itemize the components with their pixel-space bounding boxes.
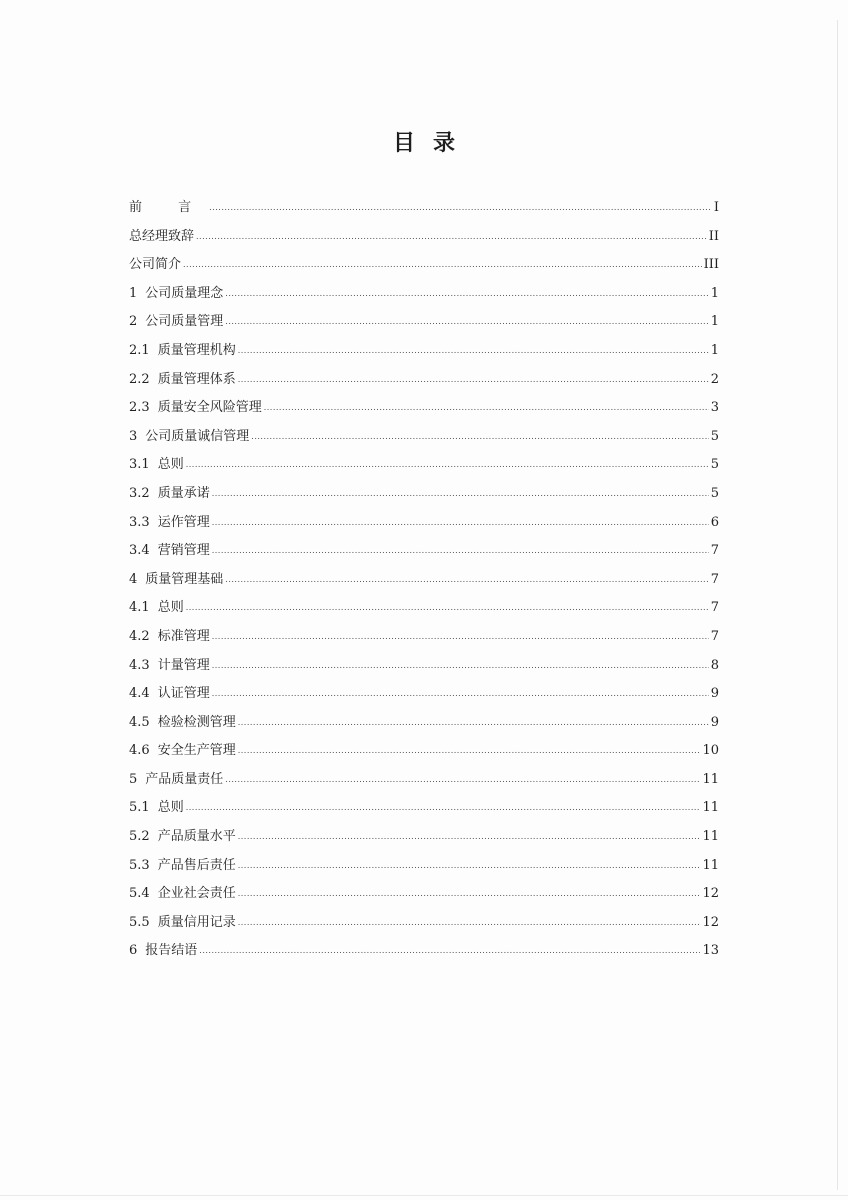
toc-entry[interactable]	[129, 423, 719, 452]
toc-entry-page-number: 8	[710, 657, 719, 673]
toc-entry[interactable]	[129, 566, 719, 595]
toc-entry[interactable]	[129, 537, 719, 566]
toc-dot-leader	[225, 308, 708, 337]
toc-entry-title	[129, 480, 210, 509]
toc-entry[interactable]	[129, 509, 719, 538]
toc-entry-label: 产品售后责任	[157, 857, 236, 873]
toc-entry[interactable]	[129, 394, 719, 423]
toc-entry-page-number: 5	[710, 485, 719, 501]
toc-dot-leader	[183, 251, 702, 280]
toc-entry[interactable]	[129, 623, 719, 652]
toc-entry-page-number: III	[703, 257, 719, 273]
toc-entry-label: 安全生产管理	[157, 743, 236, 759]
toc-entry[interactable]	[129, 737, 719, 766]
toc-entry[interactable]	[129, 280, 719, 309]
toc-dot-leader	[199, 937, 700, 966]
toc-entry-title	[129, 194, 207, 223]
toc-entry-page-number: 1	[710, 342, 719, 358]
toc-entry[interactable]	[129, 680, 719, 709]
toc-entry-label: 总经理致辞	[129, 228, 195, 244]
toc-entry-label: 计量管理	[157, 657, 210, 673]
toc-entry-number: 4.6	[129, 743, 150, 759]
toc-dot-leader	[186, 451, 709, 480]
toc-entry-number: 5.5	[129, 914, 150, 930]
toc-dot-leader	[238, 823, 701, 852]
page-edge-bottom	[0, 1195, 848, 1196]
toc-entry-number: 5.3	[129, 857, 150, 873]
toc-entry-label: 产品质量水平	[157, 829, 236, 845]
toc-dot-leader	[212, 652, 709, 681]
toc-dot-leader	[238, 909, 701, 938]
toc-entry-number: 5.4	[129, 886, 150, 902]
toc-entry[interactable]	[129, 909, 719, 938]
toc-entry-label: 质量安全风险管理	[157, 400, 262, 416]
toc-entry-page-number: 5	[710, 457, 719, 473]
toc-entry-number: 3.4	[129, 543, 150, 559]
toc-entry-page-number: I	[713, 200, 719, 215]
toc-entry-page-number: 7	[710, 543, 719, 559]
toc-entry-title	[129, 909, 236, 938]
toc-entry-page-number: 9	[710, 686, 719, 702]
toc-entry-label: 公司简介	[129, 257, 182, 273]
toc-entry-page-number: II	[708, 228, 719, 244]
toc-entry[interactable]	[129, 366, 719, 395]
toc-entry[interactable]	[129, 308, 719, 337]
toc-entry-number: 3.3	[129, 514, 150, 530]
toc-entry-title	[129, 652, 210, 681]
toc-entry-page-number: 13	[702, 943, 719, 959]
toc-entry-page-number: 2	[710, 371, 719, 387]
toc-entry-number: 3	[129, 428, 138, 444]
toc-entry-title	[129, 337, 236, 366]
toc-entry-page-number: 1	[710, 314, 719, 330]
toc-entry[interactable]	[129, 880, 719, 909]
toc-entry-number: 2.3	[129, 400, 150, 416]
toc-entry-label: 总则	[157, 457, 184, 473]
toc-entry-title	[129, 366, 236, 395]
toc-entry-title	[129, 280, 223, 309]
toc-dot-leader	[238, 852, 701, 881]
toc-entry-number: 4.2	[129, 628, 150, 644]
toc-entry[interactable]	[129, 223, 719, 252]
toc-dot-leader	[212, 623, 709, 652]
toc-dot-leader	[225, 280, 708, 309]
toc-entry-number: 3.1	[129, 457, 150, 473]
toc-entry-label: 报告结语	[145, 943, 198, 959]
toc-entry-number: 4.1	[129, 600, 150, 616]
toc-dot-leader	[238, 880, 701, 909]
toc-entry-number: 5.2	[129, 829, 150, 845]
toc-entry[interactable]	[129, 794, 719, 823]
toc-entry-page-number: 7	[710, 571, 719, 587]
page-edge-right	[837, 20, 838, 1190]
toc-dot-leader	[238, 366, 709, 395]
toc-entry-label: 总则	[157, 600, 184, 616]
page-title: 目录	[392, 131, 473, 156]
toc-entry-title	[129, 766, 223, 795]
toc-entry-label: 公司质量理念	[145, 285, 224, 301]
toc-entry-page-number: 7	[710, 600, 719, 616]
toc-entry-page-number: 9	[710, 714, 719, 730]
toc-entry-page-number: 5	[710, 428, 719, 444]
toc-entry-title	[129, 423, 249, 452]
toc-entry-title	[129, 537, 210, 566]
toc-entry-number: 3.2	[129, 485, 150, 501]
toc-entry-label: 标准管理	[157, 628, 210, 644]
toc-entry-number: 5.1	[129, 800, 150, 816]
toc-entry-title	[129, 880, 236, 909]
toc-entry-number: 4	[129, 571, 138, 587]
toc-entry-label: 公司质量诚信管理	[145, 428, 250, 444]
toc-entry-number: 4.3	[129, 657, 150, 673]
toc-entry-label: 运作管理	[157, 514, 210, 530]
toc-entry[interactable]	[129, 852, 719, 881]
toc-entry-label: 质量管理机构	[157, 342, 236, 358]
toc-entry[interactable]	[129, 652, 719, 681]
toc-entry-title	[129, 823, 236, 852]
toc-dot-leader	[212, 680, 709, 709]
toc-entry-label: 质量管理体系	[157, 371, 236, 387]
toc-entry-number: 2.2	[129, 371, 150, 387]
toc-entry-page-number: 11	[702, 800, 719, 816]
toc-entry-number: 2	[129, 314, 138, 330]
toc-dot-leader	[209, 194, 712, 223]
toc-dot-leader	[212, 480, 709, 509]
toc-dot-leader	[196, 223, 707, 252]
toc-entry-title	[129, 737, 236, 766]
toc-entry-label: 认证管理	[157, 686, 210, 702]
toc-dot-leader	[186, 594, 709, 623]
toc-entry-page-number: 7	[710, 628, 719, 644]
toc-entry-page-number: 10	[702, 743, 719, 759]
toc-entry-label: 企业社会责任	[157, 886, 236, 902]
toc-dot-leader	[264, 394, 709, 423]
toc-entry-number: 2.1	[129, 342, 150, 358]
toc-entry-page-number: 11	[702, 829, 719, 845]
toc-entry-label: 检验检测管理	[157, 714, 236, 730]
toc-entry-page-number: 11	[702, 857, 719, 873]
toc-entry-label: 质量承诺	[157, 485, 210, 501]
toc-entry-page-number: 3	[710, 400, 719, 416]
toc-entry-label: 总则	[157, 800, 184, 816]
toc-entry-label: 产品质量责任	[145, 771, 224, 787]
toc-entry-page-number: 11	[702, 771, 719, 787]
toc-entry-title	[129, 509, 210, 538]
toc-entry-number: 4.4	[129, 686, 150, 702]
toc-dot-leader	[238, 737, 701, 766]
toc-entry-title	[129, 852, 236, 881]
toc-entry[interactable]	[129, 451, 719, 480]
toc-entry-title	[129, 394, 262, 423]
toc-entry-title	[129, 623, 210, 652]
toc-dot-leader	[238, 337, 709, 366]
toc-entry-number: 6	[129, 943, 138, 959]
toc-dot-leader	[251, 423, 708, 452]
toc-entry[interactable]	[129, 194, 719, 223]
toc-entry[interactable]	[129, 251, 719, 280]
toc-entry-page-number: 12	[702, 886, 719, 902]
toc-entry[interactable]	[129, 337, 719, 366]
toc-entry[interactable]	[129, 937, 719, 966]
toc-entry-page-number: 6	[710, 514, 719, 530]
toc-dot-leader	[225, 566, 708, 595]
toc-entry-title	[129, 251, 181, 280]
toc-entry[interactable]	[129, 709, 719, 738]
toc-entry-title	[129, 937, 197, 966]
toc-entry-title	[129, 566, 223, 595]
toc-entry-label: 公司质量管理	[145, 314, 224, 330]
toc-entry-title	[129, 223, 194, 252]
toc-dot-leader	[212, 537, 709, 566]
table-of-contents	[129, 194, 719, 966]
toc-entry-title	[129, 594, 184, 623]
toc-dot-leader	[186, 794, 701, 823]
toc-dot-leader	[225, 766, 700, 795]
toc-dot-leader	[212, 509, 709, 538]
toc-entry-number: 4.5	[129, 714, 150, 730]
toc-entry-label: 营销管理	[157, 543, 210, 559]
toc-entry-label: 质量管理基础	[145, 571, 224, 587]
toc-entry[interactable]	[129, 823, 719, 852]
toc-dot-leader	[238, 709, 709, 738]
toc-entry-title	[129, 308, 223, 337]
toc-entry-label: 前 言	[129, 200, 208, 215]
toc-entry[interactable]	[129, 594, 719, 623]
toc-entry-title	[129, 451, 184, 480]
toc-entry-page-number: 12	[702, 914, 719, 930]
toc-entry-title	[129, 680, 210, 709]
toc-entry-title	[129, 709, 236, 738]
toc-entry-number: 1	[129, 285, 138, 301]
toc-entry-label: 质量信用记录	[157, 914, 236, 930]
toc-entry[interactable]	[129, 480, 719, 509]
toc-entry-page-number: 1	[710, 285, 719, 301]
toc-entry-number: 5	[129, 771, 138, 787]
toc-entry[interactable]	[129, 766, 719, 795]
toc-entry-title	[129, 794, 184, 823]
